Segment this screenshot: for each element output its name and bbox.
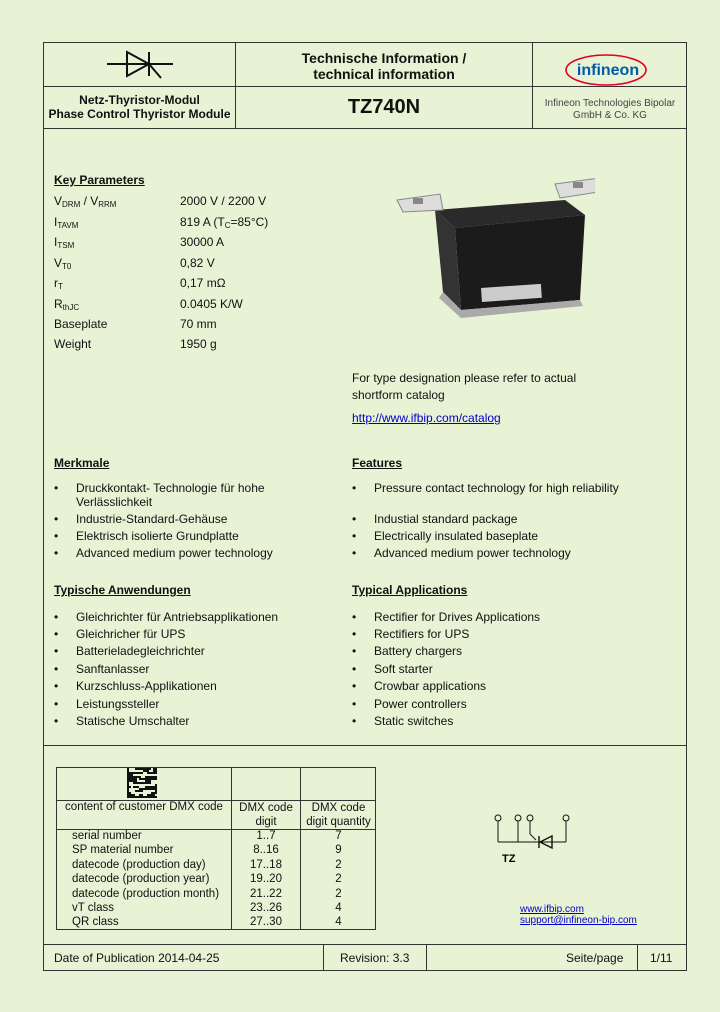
dmx-module (133, 778, 135, 780)
dmx-module (147, 788, 149, 790)
parameter-value: 0,17 mΩ (180, 276, 226, 290)
list-item-text: Industial standard package (374, 512, 518, 526)
dmx-module (135, 782, 137, 784)
key-parameters-heading: Key Parameters (54, 173, 145, 187)
dmx-module (155, 784, 157, 786)
dmx-module (153, 772, 155, 774)
list-item-text: Druckkontakt- Technologie für hohe (76, 481, 265, 495)
dmx-module (127, 776, 129, 778)
list-item-text: Advanced medium power technology (374, 546, 571, 560)
dmx-module (143, 788, 145, 790)
parameter-value: 2000 V / 2200 V (180, 194, 267, 208)
dmx-module (149, 788, 151, 790)
dmx-module (137, 772, 139, 774)
dmx-module (131, 772, 133, 774)
features-heading: Features (352, 456, 403, 470)
dmx-module (129, 776, 131, 778)
dmx-module (131, 776, 133, 778)
dmx-module (149, 794, 151, 796)
list-item-text: Pressure contact technology for high reliability (374, 481, 619, 495)
dmx-module (141, 778, 143, 780)
bullet-icon: • (54, 481, 59, 495)
dmx-module (143, 768, 145, 770)
dmx-module (141, 772, 143, 774)
title-en: technical information (313, 66, 455, 82)
dmx-module (155, 768, 157, 770)
dmx-header-col3-l2: digit quantity (306, 816, 371, 828)
dmx-module (147, 782, 149, 784)
dmx-module (151, 778, 153, 780)
dmx-module (145, 776, 147, 778)
dmx-module (145, 780, 147, 782)
dmx-module (127, 794, 129, 796)
anwendungen-heading: Typische Anwendungen (54, 583, 191, 597)
bullet-icon: • (352, 546, 357, 560)
dmx-code-image (127, 768, 158, 799)
dmx-module (135, 786, 137, 788)
dmx-module (131, 778, 133, 780)
dmx-module (143, 796, 145, 798)
company-line2: GmbH & Co. KG (573, 110, 647, 121)
dmx-module (133, 780, 135, 782)
parameter-value: 819 A $(T_C=85^\circ C)$ (180, 215, 269, 230)
support-link[interactable]: support@infineon-bip.com (520, 915, 637, 926)
dmx-cell: datecode (production year) (72, 873, 210, 886)
list-item-text: Elektrisch isolierte Grundplatte (76, 529, 239, 543)
dmx-module (137, 790, 139, 792)
dmx-module (145, 768, 147, 770)
dmx-module (133, 786, 135, 788)
dmx-module (137, 786, 139, 788)
web-link[interactable]: www.ifbip.com (520, 904, 584, 915)
dmx-module (141, 790, 143, 792)
dmx-module (135, 772, 137, 774)
parameter-value: 70 mm (180, 317, 217, 331)
circuit-diagram (490, 812, 580, 868)
dmx-module (145, 782, 147, 784)
dmx-module (147, 772, 149, 774)
dmx-module (135, 768, 137, 770)
dmx-module (127, 768, 129, 770)
product-photo (395, 170, 595, 320)
bullet-icon: • (54, 714, 59, 728)
header-bottom (43, 128, 687, 129)
list-item-text: Soft starter (374, 662, 433, 676)
dmx-module (155, 788, 157, 790)
dmx-module (147, 786, 149, 788)
type-note-line2: shortform catalog (352, 388, 445, 402)
list-item-text: Kurzschluss-Applikationen (76, 679, 217, 693)
parameter-value: 1950 g (180, 337, 217, 351)
dmx-cell: 8..16 (253, 844, 279, 857)
dmx-module (155, 796, 157, 798)
dmx-module (127, 780, 129, 782)
dmx-module (149, 776, 151, 778)
dmx-module (141, 794, 143, 796)
dmx-module (127, 770, 129, 772)
dmx-cell: 2 (335, 887, 342, 900)
dmx-cell: 9 (335, 844, 342, 857)
infineon-logo (562, 50, 654, 88)
dmx-module (133, 776, 135, 778)
list-item-text: Industrie-Standard-Gehäuse (76, 512, 228, 526)
bullet-icon: • (352, 644, 357, 658)
bullet-icon: • (54, 546, 59, 560)
bullet-icon: • (352, 714, 357, 728)
dmx-module (129, 772, 131, 774)
dmx-module (139, 794, 141, 796)
dmx-cell: 27..30 (250, 916, 282, 929)
dmx-module (145, 786, 147, 788)
dmx-module (155, 770, 157, 772)
dmx-module (147, 794, 149, 796)
circuit-label: TZ (502, 853, 516, 865)
dmx-module (141, 788, 143, 790)
dmx-header-col3-l1: DMX code (311, 802, 366, 814)
dmx-module (127, 792, 129, 794)
list-item-text: Gleichricher für UPS (76, 627, 186, 641)
parameter-symbol: $I_{TSM}$ (54, 235, 75, 250)
page-number: 1/11 (650, 951, 673, 965)
dmx-module (147, 768, 149, 770)
dmx-cell: datecode (production month) (72, 887, 220, 900)
dmx-module (139, 768, 141, 770)
dmx-module (155, 792, 157, 794)
list-item-text: Rectifiers for UPS (374, 627, 470, 641)
title-de: Technische Information / (301, 50, 467, 66)
list-item-text: Power controllers (374, 697, 467, 711)
dmx-module (127, 772, 129, 774)
dmx-module (127, 774, 129, 776)
dmx-module (137, 782, 139, 784)
merkmale-heading: Merkmale (54, 456, 110, 470)
dmx-module (153, 786, 155, 788)
dmx-module (139, 778, 141, 780)
dmx-module (131, 796, 133, 798)
bullet-icon: • (54, 512, 59, 526)
dmx-module (135, 796, 137, 798)
parameter-value: 0.0405 K/W (180, 297, 243, 311)
dmx-cell: 2 (335, 873, 342, 886)
dmx-module (141, 796, 143, 798)
dmx-module (147, 770, 149, 772)
list-item-text: Batterieladegleichrichter (76, 644, 205, 658)
module-name-de: Netz-Thyristor-Modul (79, 93, 200, 107)
dmx-module (151, 776, 153, 778)
bullet-icon: • (352, 610, 357, 624)
dmx-module (139, 782, 141, 784)
dmx-module (147, 778, 149, 780)
dmx-cell: 23..26 (250, 902, 282, 914)
dmx-module (151, 772, 153, 774)
dmx-module (151, 788, 153, 790)
logo-text: infineon (576, 62, 640, 79)
dmx-module (129, 786, 131, 788)
dmx-cell: vT class (72, 902, 114, 914)
dmx-module (153, 792, 155, 794)
dmx-module (139, 788, 141, 790)
dmx-module (141, 782, 143, 784)
dmx-module (131, 794, 133, 796)
parameter-symbol: Baseplate (54, 317, 108, 331)
list-item-text: Electrically insulated baseplate (374, 529, 539, 543)
dmx-module (127, 778, 129, 780)
parameter-symbol: $V_{DRM} / V_{RRM}$ (54, 194, 117, 209)
list-item-text: Gleichrichter für Antriebsapplikationen (76, 610, 279, 624)
dmx-module (143, 778, 145, 780)
bullet-icon: • (54, 627, 59, 641)
list-item-text: Statische Umschalter (76, 714, 190, 728)
dmx-module (127, 784, 129, 786)
dmx-module (155, 776, 157, 778)
dmx-cell: datecode (production day) (72, 858, 206, 871)
bullet-icon: • (352, 529, 357, 543)
dmx-module (131, 774, 133, 776)
seite-label: Seite/page (566, 951, 624, 965)
applications-heading: Typical Applications (352, 583, 468, 597)
dmx-module (149, 778, 151, 780)
dmx-module (129, 792, 131, 794)
dmx-separator (43, 745, 687, 746)
dmx-module (139, 776, 141, 778)
dmx-cell: 21..22 (250, 887, 282, 900)
dmx-module (143, 770, 145, 772)
dmx-module (127, 782, 129, 784)
dmx-module (127, 796, 129, 798)
dmx-module (155, 786, 157, 788)
dmx-module (149, 780, 151, 782)
dmx-module (147, 796, 149, 798)
dmx-module (145, 778, 147, 780)
dmx-cell: 4 (335, 916, 342, 929)
footer-divider-2 (426, 944, 427, 971)
footer-divider-1 (323, 944, 324, 971)
dmx-module (129, 796, 131, 798)
thyristor-symbol-icon (105, 47, 175, 81)
dmx-header-col2-l1: DMX code (239, 802, 293, 814)
dmx-module (135, 780, 137, 782)
dmx-module (153, 788, 155, 790)
dmx-cell: SP material number (72, 844, 174, 857)
module-name-en: Phase Control Thyristor Module (48, 107, 231, 121)
dmx-module (139, 790, 141, 792)
dmx-module (155, 772, 157, 774)
dmx-module (127, 786, 129, 788)
dmx-cell: 17..18 (250, 858, 282, 871)
dmx-module (149, 772, 151, 774)
dmx-module (137, 776, 139, 778)
dmx-module (127, 790, 129, 792)
bullet-icon: • (352, 481, 357, 495)
dmx-module (151, 794, 153, 796)
dmx-module (137, 768, 139, 770)
dmx-module (145, 796, 147, 798)
dmx-module (129, 794, 131, 796)
dmx-cell: 1..7 (256, 830, 276, 842)
dmx-module (131, 780, 133, 782)
list-item-text: Rectifier for Drives Applications (374, 610, 541, 624)
dmx-header-col1: content of customer DMX code (65, 801, 223, 813)
dmx-module (149, 786, 151, 788)
dmx-cell: 7 (335, 830, 342, 842)
dmx-module (145, 770, 147, 772)
parameter-value: 30000 A (180, 235, 225, 249)
dmx-module (133, 782, 135, 784)
dmx-module (137, 796, 139, 798)
list-item-text: Crowbar applications (374, 679, 487, 693)
bullet-icon: • (54, 662, 59, 676)
dmx-module (149, 782, 151, 784)
list-item-text: Verlässlichkeit (76, 495, 153, 509)
dmx-module (147, 780, 149, 782)
list-item-text: Static switches (374, 714, 454, 728)
list-item-text: Advanced medium power technology (76, 546, 273, 560)
publication-date: Date of Publication 2014-04-25 (54, 951, 220, 965)
dmx-module (139, 772, 141, 774)
dmx-cell: 19..20 (250, 873, 282, 886)
dmx-module (153, 770, 155, 772)
dmx-module (153, 778, 155, 780)
bullet-icon: • (352, 679, 357, 693)
bullet-icon: • (352, 512, 357, 526)
bullet-icon: • (54, 644, 59, 658)
footer-top (43, 944, 687, 945)
parameter-symbol: $r_T$ (54, 276, 63, 291)
dmx-module (155, 790, 157, 792)
footer-divider-3 (637, 944, 638, 971)
list-item-text: Leistungssteller (76, 697, 160, 711)
dmx-module (127, 788, 129, 790)
dmx-cell: serial number (72, 830, 142, 842)
dmx-module (129, 774, 131, 776)
dmx-module (129, 778, 131, 780)
dmx-module (149, 796, 151, 798)
dmx-module (133, 796, 135, 798)
dmx-cell: 4 (335, 902, 342, 914)
dmx-module (149, 768, 151, 770)
part-number: TZ740N (347, 96, 421, 118)
dmx-module (133, 772, 135, 774)
dmx-module (141, 768, 143, 770)
bullet-icon: • (54, 529, 59, 543)
parameter-symbol: $R_{thJC}$ (54, 297, 80, 312)
dmx-module (139, 796, 141, 798)
catalog-link[interactable]: http://www.ifbip.com/catalog (352, 411, 501, 425)
dmx-module (153, 768, 155, 770)
dmx-module (153, 796, 155, 798)
bullet-icon: • (54, 697, 59, 711)
dmx-module (155, 778, 157, 780)
bullet-icon: • (352, 627, 357, 641)
dmx-module (151, 786, 153, 788)
company-line1: Infineon Technologies Bipolar (544, 98, 676, 109)
dmx-module (153, 776, 155, 778)
parameter-symbol: Weight (54, 337, 92, 351)
bullet-icon: • (352, 697, 357, 711)
dmx-module (151, 796, 153, 798)
dmx-cell: 2 (335, 858, 342, 871)
parameter-symbol: $I_{TAVM}$ (54, 215, 79, 230)
parameter-value: 0,82 V (180, 256, 215, 270)
dmx-cell: QR class (72, 916, 119, 929)
dmx-module (145, 788, 147, 790)
bullet-icon: • (54, 610, 59, 624)
dmx-module (135, 776, 137, 778)
dmx-header-col2-l2: digit (255, 816, 277, 828)
bullet-icon: • (352, 662, 357, 676)
dmx-module (135, 778, 137, 780)
dmx-module (143, 782, 145, 784)
bullet-icon: • (54, 679, 59, 693)
revision: Revision: 3.3 (340, 951, 410, 965)
list-item-text: Sanftanlasser (76, 662, 150, 676)
dmx-module (147, 776, 149, 778)
dmx-module (153, 794, 155, 796)
parameter-symbol: $V_{T0}$ (54, 256, 72, 271)
type-note-line1: For type designation please refer to actual (352, 371, 577, 385)
dmx-module (135, 790, 137, 792)
list-item-text: Battery chargers (374, 644, 463, 658)
dmx-module (129, 780, 131, 782)
dmx-module (151, 792, 153, 794)
dmx-module (133, 794, 135, 796)
